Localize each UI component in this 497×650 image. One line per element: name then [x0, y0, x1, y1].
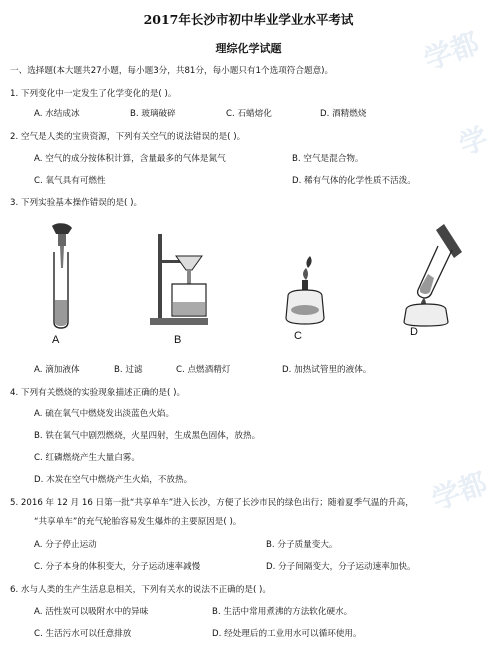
- question-6-option-a: A. 活性炭可以吸附水中的异味: [34, 607, 149, 617]
- question-6-option-b: B. 生活中常用煮沸的方法软化硬水。: [212, 607, 353, 617]
- heating-test-tube-figure: [398, 222, 478, 326]
- question-2-option-c: C. 氧气具有可燃性: [34, 176, 106, 186]
- question-2-option-b: B. 空气是混合物。: [292, 154, 364, 164]
- figure-label-a: A: [52, 334, 60, 346]
- question-4-option-d: D. 木炭在空气中燃烧产生火焰，不放热。: [34, 475, 193, 485]
- figure-label-c: C: [294, 330, 302, 342]
- alcohol-lamp-figure: [280, 252, 330, 328]
- watermark-text: 学: [454, 121, 493, 162]
- question-5-option-d: D. 分子间隔变大，分子运动速率加快。: [266, 562, 416, 572]
- question-2-option-a: A. 空气的成分按体积计算，含量最多的气体是氮气: [34, 154, 226, 164]
- question-4-option-c: C. 红磷燃烧产生大量白雾。: [34, 453, 140, 463]
- question-6-stem: 6. 水与人类的生产生活息息相关，下列有关水的说法不正确的是( )。: [10, 585, 271, 595]
- question-4-option-a: A. 硫在氧气中燃烧发出淡蓝色火焰。: [34, 409, 175, 419]
- question-1-option-a: A. 水结成冰: [34, 109, 80, 119]
- exam-title: 2017年长沙市初中毕业学业水平考试: [143, 12, 354, 27]
- question-4-option-b: B. 铁在氧气中剧烈燃烧，火星四射，生成黑色固体，放热。: [34, 431, 261, 441]
- question-3-option-b: B. 过滤: [114, 365, 143, 375]
- question-1-option-d: D. 酒精燃烧: [320, 109, 367, 119]
- question-2-stem: 2. 空气是人类的宝贵资源，下列有关空气的说法错误的是( )。: [10, 132, 246, 142]
- question-1-option-b: B. 玻璃破碎: [130, 109, 176, 119]
- question-5-stem-line-2: “共享单车”的充气轮胎容易发生爆炸的主要原因是( )。: [34, 517, 242, 527]
- exam-subtitle: 理综化学试题: [215, 42, 282, 55]
- question-5-stem-line-1: 5. 2016 年 12 月 16 日第一批“共享单车”进入长沙，方便了长沙市民的绿色出行；随着夏季气温的升高，: [10, 498, 414, 508]
- watermark-text: 学都: [427, 466, 492, 517]
- question-6-option-d: D. 经处理后的工业用水可以循环使用。: [212, 629, 362, 639]
- figure-label-d: D: [410, 326, 418, 338]
- question-5-option-a: A. 分子停止运动: [34, 540, 97, 550]
- section-instruction: 一、选择题(本大题共27小题，每小题3分，共81分，每小题只有1个选项符合题意)。: [10, 66, 334, 76]
- question-4-stem: 4. 下列有关燃烧的实验现象描述正确的是( )。: [10, 388, 186, 398]
- question-1-stem: 1. 下列变化中一定发生了化学变化的是( )。: [10, 89, 177, 99]
- question-6-option-c: C. 生活污水可以任意排放: [34, 629, 132, 639]
- question-3-option-a: A. 滴加液体: [34, 365, 80, 375]
- question-3-option-c: C. 点燃酒精灯: [176, 365, 231, 375]
- question-5-option-c: C. 分子本身的体积变大，分子运动速率减慢: [34, 562, 201, 572]
- question-3-stem: 3. 下列实验基本操作错误的是( )。: [10, 198, 143, 208]
- dropper-test-tube-figure: [38, 222, 88, 332]
- question-3-option-d: D. 加热试管里的液体。: [282, 365, 372, 375]
- watermark-text: 学都: [419, 26, 484, 77]
- figure-label-b: B: [174, 334, 182, 346]
- filtration-figure: [148, 232, 218, 328]
- question-2-option-d: D. 稀有气体的化学性质不活泼。: [292, 176, 416, 186]
- question-5-option-b: B. 分子质量变大。: [266, 540, 338, 550]
- question-1-option-c: C. 石蜡熔化: [226, 109, 272, 119]
